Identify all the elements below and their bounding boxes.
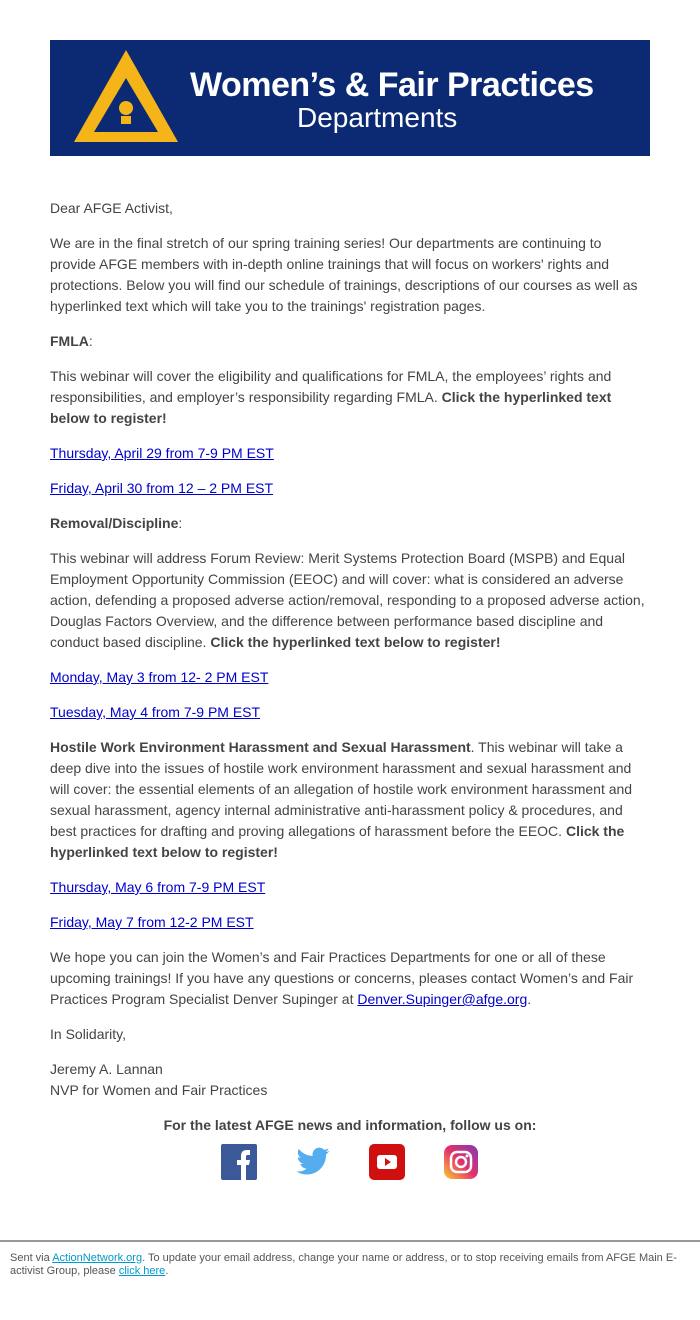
footer-prefix: Sent via xyxy=(10,1252,53,1264)
footer xyxy=(0,1242,700,1288)
youtube-icon[interactable] xyxy=(369,1144,405,1180)
header-banner xyxy=(50,40,650,156)
instagram-icon[interactable] xyxy=(443,1144,479,1180)
greeting: Dear AFGE Activist, xyxy=(50,200,173,216)
signoff: In Solidarity, xyxy=(50,1026,126,1042)
email-link[interactable]: Denver.Supinger@afge.org xyxy=(357,991,528,1007)
social-icons xyxy=(50,1144,650,1180)
unsubscribe-link[interactable]: click here xyxy=(118,1265,166,1277)
actionnetwork-link[interactable]: ActionNetwork.org xyxy=(52,1252,143,1264)
removal-link-may-3[interactable]: Monday, May 3 from 12- 2 PM EST xyxy=(50,669,269,685)
afge-logo-icon xyxy=(72,48,180,148)
hostile-description xyxy=(50,737,650,863)
signature-title: NVP for Women and Fair Practices xyxy=(50,1082,268,1098)
hostile-heading: Hostile Work Environment Harassment and Sexual Harassment xyxy=(50,739,471,755)
fmla-heading: FMLA xyxy=(50,333,89,349)
footer-end: . xyxy=(165,1265,169,1277)
fmla-cta: Click the hyperlinked text below to register! xyxy=(50,389,612,426)
fmla-desc-text: This webinar will cover the eligibility and qualifications for FMLA, the employees’ rights and responsibilities, and employer’s responsibility regarding FMLA. xyxy=(50,368,612,405)
hostile-desc-text: . This webinar will take a deep dive into the issues of hostile work environment harassment and sexual harassment and will cover: the essential elements of an allegation of hostile work environment harassment and sexual harassment, agency internal administrative anti-harassment policy & procedures, and best practices for drafting and proving allegations of harassment before the EEOC. xyxy=(50,739,633,839)
removal-heading: Removal/Discipline xyxy=(50,515,179,531)
removal-desc-text: This webinar will address Forum Review: Merit Systems Protection Board (MSPB) and Equal Employment Opportunity Commission (EEOC) and will cover: what is considered an adverse action, defending a proposed adverse action/removal, responding to a proposed adverse action, Douglas Factors Overview, and the difference between performance based discipline and conduct based discipline. xyxy=(50,550,645,650)
email-body: Dear AFGE Activist, We are in the final stretch of our spring training series! Our departments are continuing to provide AFGE members with in-depth online trainings that will focus on workers' rights and protections. Below you will find our schedule of trainings, descriptions of our courses as well as hyperlinked text which will take you to the trainings' registration pages. FMLA: This webinar will cover the eligibility and qualifications for FMLA, the employees’ rights and responsibilities, and employer’s responsibility regarding FMLA. Click the hyperlinked text below to register! Thursday, April 29 from 7-9 PM EST Friday, April 30 from 12 – 2 PM EST Removal/Discipline: This webinar will address Forum Review: Merit Systems Protection Board (MSPB) and Equal Employment Opportunity Commission (EEOC) and will cover: what is considered an adverse action, defending a proposed adverse action/removal, responding to a proposed adverse action, Douglas Factors Overview, and the difference between performance based discipline and conduct based discipline. Click the hyperlinked text below to register! Monday, May 3 from 12- 2 PM EST Tuesday, May 4 from 7-9 PM EST Hostile Work Environment Harassment and Sexual Harassment. This webinar will take a deep dive into the issues of hostile work environment harassment and sexual harassment and will cover: the essential elements of an allegation of hostile work environment harassment and sexual harassment, agency internal administrative anti-harassment policy & procedures, and best practices for drafting and proving allegations of harassment before the EEOC. Click the hyperlinked text below to register! Thursday, May 6 from 7-9 PM EST Friday, May 7 from 12-2 PM EST We hope you can join the Women’s and Fair Practices Departments for one or all of these upcoming trainings! If you have any questions or concerns, pleases contact Women’s and Fair Practices Program Specialist Denver Supinger at Denver.Supinger@afge.org. In Solidarity, Jeremy A. Lannan NVP for Women and Fair Practices For the latest AFGE news and information, follow us on: xyxy=(50,156,650,1180)
removal-link-may-4[interactable]: Tuesday, May 4 from 7-9 PM EST xyxy=(50,704,261,720)
banner-subtitle: Departments xyxy=(297,102,458,133)
fmla-link-april-30[interactable]: Friday, April 30 from 12 – 2 PM EST xyxy=(50,480,274,496)
hostile-link-may-7[interactable]: Friday, May 7 from 12-2 PM EST xyxy=(50,914,254,930)
footer-text: . To update your email address, change your name or address, or to stop receiving emails from AFGE Main E-activist Group, please xyxy=(10,1252,677,1277)
hostile-cta: Click the hyperlinked text below to register! xyxy=(50,823,625,860)
twitter-icon[interactable] xyxy=(295,1144,331,1180)
hostile-link-may-6[interactable]: Thursday, May 6 from 7-9 PM EST xyxy=(50,879,266,895)
closing-end: . xyxy=(527,991,532,1007)
intro-paragraph: We are in the final stretch of our spring training series! Our departments are continuing to provide AFGE members with in-depth online trainings that will focus on workers' rights and protections. Below you will find our schedule of trainings, descriptions of our courses as well as hyperlinked text which will take you to the trainings' registration pages. xyxy=(50,235,638,314)
closing-paragraph xyxy=(50,947,650,1010)
removal-cta: Click the hyperlinked text below to register! xyxy=(210,634,501,650)
closing-text: We hope you can join the Women’s and Fair Practices Departments for one or all of these upcoming trainings! If you have any questions or concerns, pleases contact Women’s and Fair Practices Program Specialist Denver Supinger at xyxy=(50,949,634,1007)
banner-title: Women’s & Fair Practices xyxy=(190,66,594,104)
signature-name: Jeremy A. Lannan xyxy=(50,1061,163,1077)
facebook-icon[interactable] xyxy=(221,1144,257,1180)
social-title: For the latest AFGE news and information, follow us on: xyxy=(163,1117,537,1133)
removal-description xyxy=(50,548,650,653)
fmla-description xyxy=(50,366,650,429)
fmla-link-april-29[interactable]: Thursday, April 29 from 7-9 PM EST xyxy=(50,445,274,461)
